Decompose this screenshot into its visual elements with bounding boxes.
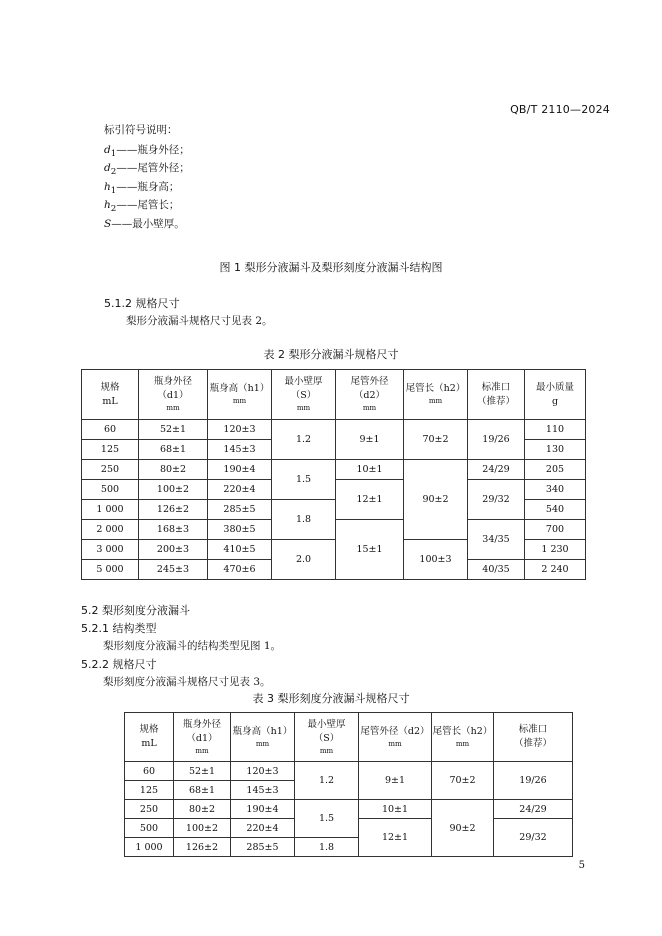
cell-mass: 340: [525, 480, 586, 500]
table-row: [125, 762, 573, 781]
cell-h1: 120±3: [231, 762, 295, 781]
page-number: 5: [578, 860, 585, 871]
table-row: [125, 800, 573, 819]
legend-item: [104, 215, 190, 233]
cell-d1: 126±2: [174, 838, 231, 857]
section-heading-5-2-1: 5.2.1 结构类型: [81, 622, 157, 635]
cell-std: 34/35: [468, 520, 525, 560]
cell-std: 19/26: [468, 420, 525, 460]
cell-spec: 1 000: [125, 838, 174, 857]
cell-d1: 126±2: [139, 500, 208, 520]
table-header-row: [82, 370, 586, 420]
header-spec: 规格 mL: [125, 713, 174, 762]
table2-caption: 表 2 梨形分液漏斗规格尺寸: [263, 348, 399, 361]
cell-h1: 220±4: [231, 819, 295, 838]
cell-d1: 100±2: [174, 819, 231, 838]
cell-spec: 2 000: [82, 520, 139, 540]
section-text-5-2-2: 梨形刻度分液漏斗规格尺寸见表 3。: [103, 676, 271, 688]
cell-d1: 245±3: [139, 560, 208, 580]
cell-d2: 10±1: [336, 460, 404, 480]
section-heading-5-2-2: 5.2.2 规格尺寸: [81, 658, 157, 671]
cell-spec: 125: [125, 781, 174, 800]
figure-caption: 图 1 梨形分液漏斗及梨形刻度分液漏斗结构图: [219, 261, 443, 274]
cell-spec: 500: [125, 819, 174, 838]
cell-d1: 200±3: [139, 540, 208, 560]
header-h1: 瓶身高（h1） mm: [208, 370, 272, 420]
cell-d1: 68±1: [139, 440, 208, 460]
cell-spec: 500: [82, 480, 139, 500]
section-text-5-1-2: 梨形分液漏斗规格尺寸见表 2。: [126, 315, 273, 327]
cell-d2: 10±1: [359, 800, 432, 819]
cell-std: 40/35: [468, 560, 525, 580]
cell-s: 1.2: [272, 420, 336, 460]
cell-spec: 60: [125, 762, 174, 781]
table-row: [82, 460, 586, 480]
cell-d1: 68±1: [174, 781, 231, 800]
cell-h2: 90±2: [404, 460, 468, 540]
cell-std: 24/29: [468, 460, 525, 480]
cell-h2: 70±2: [404, 420, 468, 460]
cell-mass: 540: [525, 500, 586, 520]
cell-s: 2.0: [272, 540, 336, 580]
legend-symbol: d: [104, 162, 111, 175]
cell-spec: 250: [82, 460, 139, 480]
table3: [124, 712, 573, 857]
cell-h2: 100±3: [404, 540, 468, 580]
section-heading-5-1-2: 5.1.2 规格尺寸: [104, 297, 180, 310]
cell-h1: 380±5: [208, 520, 272, 540]
legend-subscript: 1: [110, 185, 117, 196]
legend-text: ——最小壁厚。: [111, 217, 185, 230]
cell-s: 1.5: [295, 800, 359, 838]
cell-d2: 12±1: [359, 819, 432, 857]
cell-spec: 125: [82, 440, 139, 460]
cell-s: 1.2: [295, 762, 359, 800]
cell-s: 1.5: [272, 460, 336, 500]
header-h1: 瓶身高（h1） mm: [231, 713, 295, 762]
header-d2: 尾管外径 （d2） mm: [336, 370, 404, 420]
header-mass: 最小质量 g: [525, 370, 586, 420]
section-text-5-2-1: 梨形刻度分液漏斗的结构类型见图 1。: [103, 640, 282, 652]
cell-mass: 130: [525, 440, 586, 460]
header-s: 最小壁厚 （S） mm: [272, 370, 336, 420]
cell-h1: 120±3: [208, 420, 272, 440]
table-header-row: [125, 713, 573, 762]
legend-text: ——瓶身外径；: [116, 144, 190, 156]
header-s: 最小壁厚 （S） mm: [295, 713, 359, 762]
legend-text: ——尾管外径；: [116, 162, 190, 175]
cell-spec: 250: [125, 800, 174, 819]
header-h2: 尾管长（h2） mm: [432, 713, 494, 762]
cell-spec: 1 000: [82, 500, 139, 520]
header-d2: 尾管外径（d2） mm: [359, 713, 432, 762]
cell-h1: 145±3: [208, 440, 272, 460]
cell-mass: 110: [525, 420, 586, 440]
cell-mass: 700: [525, 520, 586, 540]
cell-std: 19/26: [494, 762, 573, 800]
cell-h1: 145±3: [231, 781, 295, 800]
cell-std: 29/32: [494, 819, 573, 857]
legend-symbol: S: [104, 217, 112, 230]
cell-std: 29/32: [468, 480, 525, 520]
legend-subscript: 2: [110, 204, 117, 215]
cell-h2: 70±2: [432, 762, 494, 800]
cell-spec: 60: [82, 420, 139, 440]
legend-subscript: 2: [110, 167, 117, 178]
legend-symbol: h: [104, 199, 111, 212]
legend-item: [104, 159, 190, 177]
cell-s: 1.8: [295, 838, 359, 857]
cell-std: 24/29: [494, 800, 573, 819]
header-std: 标准口 （推荐）: [494, 713, 573, 762]
header-d1: 瓶身外径 （d1） mm: [174, 713, 231, 762]
cell-spec: 3 000: [82, 540, 139, 560]
header-d1: 瓶身外径 （d1） mm: [139, 370, 208, 420]
cell-d1: 100±2: [139, 480, 208, 500]
cell-d1: 80±2: [174, 800, 231, 819]
cell-spec: 5 000: [82, 560, 139, 580]
header-std: 标准口 （推荐）: [468, 370, 525, 420]
cell-d1: 168±3: [139, 520, 208, 540]
cell-d2: 12±1: [336, 480, 404, 520]
cell-d1: 52±1: [139, 420, 208, 440]
legend-symbol: h: [104, 180, 111, 193]
legend-symbol: d: [104, 144, 111, 156]
cell-s: 1.8: [272, 500, 336, 540]
cell-d2: 15±1: [336, 520, 404, 580]
header-h2: 尾管长（h2） mm: [404, 370, 468, 420]
cell-mass: 1 230: [525, 540, 586, 560]
cell-d1: 52±1: [174, 762, 231, 781]
legend-subscript: 1: [110, 149, 117, 160]
table3-caption: 表 3 梨形刻度分液漏斗规格尺寸: [252, 692, 410, 705]
cell-h1: 410±5: [208, 540, 272, 560]
document-code: QB/T 2110—2024: [510, 103, 610, 116]
cell-d1: 80±2: [139, 460, 208, 480]
cell-h2: 90±2: [432, 800, 494, 857]
legend-text: ——尾管长；: [116, 199, 180, 212]
legend-item: [104, 178, 190, 196]
legend-title: 标引符号说明：: [104, 124, 178, 136]
section-heading-5-2: 5.2 梨形刻度分液漏斗: [81, 604, 190, 617]
cell-mass: 2 240: [525, 560, 586, 580]
cell-d2: 9±1: [359, 762, 432, 800]
cell-h1: 220±4: [208, 480, 272, 500]
legend-item: [104, 196, 190, 214]
table2: [81, 369, 586, 580]
table-row: [82, 420, 586, 440]
legend-list: [104, 141, 190, 233]
cell-h1: 285±5: [231, 838, 295, 857]
cell-mass: 205: [525, 460, 586, 480]
cell-h1: 470±6: [208, 560, 272, 580]
cell-h1: 190±4: [231, 800, 295, 819]
cell-h1: 190±4: [208, 460, 272, 480]
legend-item: [104, 141, 190, 159]
cell-h1: 285±5: [208, 500, 272, 520]
legend-text: ——瓶身高；: [116, 180, 180, 193]
cell-d2: 9±1: [336, 420, 404, 460]
header-spec: 规格 mL: [82, 370, 139, 420]
